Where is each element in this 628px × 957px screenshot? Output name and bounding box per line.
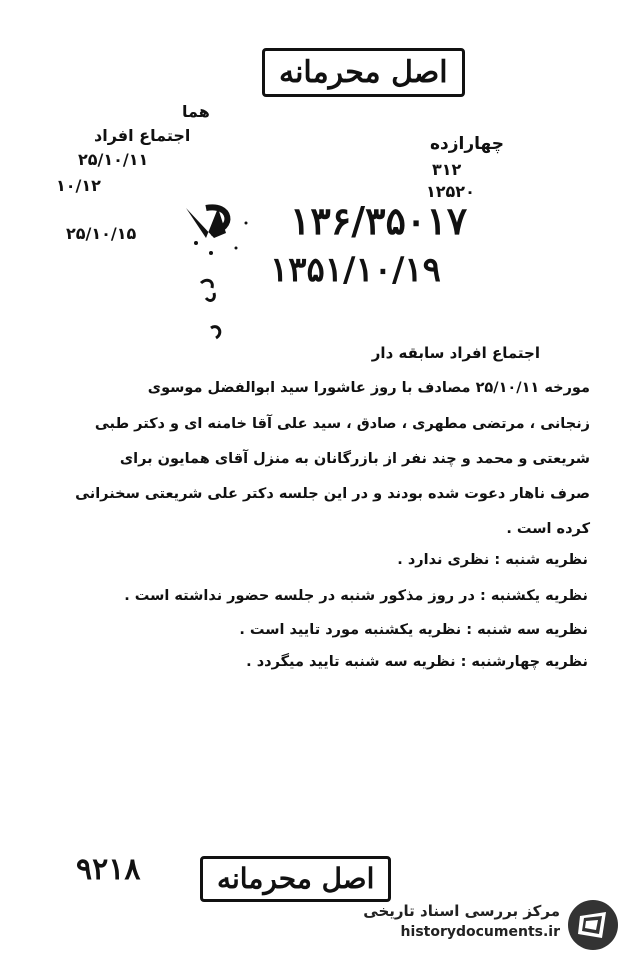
- header-left-number: ۱۰/۱۲: [56, 176, 101, 195]
- watermark-url: historydocuments.ir: [400, 924, 560, 940]
- body-line-1: مورخه ۲۵/۱۰/۱۱ مصادف با روز عاشورا سید ابوالفضل موسوی: [147, 380, 590, 396]
- header-left-line1: هما: [182, 102, 210, 121]
- body-line-3: شریعتی و محمد و چند نفر از بازرگانان به منزل آقای همایون برای: [119, 451, 590, 467]
- header-left-date1: ۲۵/۱۰/۱۱: [78, 150, 149, 169]
- body-line-2: زنجانی ، مرتضی مطهری ، صادق ، سید علی آقا خامنه ای و دکتر طبی: [94, 416, 590, 432]
- bottom-handwritten-number: ۹۲۱۸: [76, 852, 141, 887]
- stamp-text: اصل محرمانه: [279, 55, 448, 90]
- watermark-title: مرکز بررسی اسناد تاریخی: [363, 902, 560, 920]
- header-right-line1: چهارازده: [430, 134, 505, 154]
- body-line-4: صرف ناهار دعوت شده بودند و در این جلسه دکتر علی شریعتی سخنرانی: [75, 486, 590, 502]
- opinion-sunday: نظریه یکشنبه : در روز مذکور شنبه در جلسه حضور نداشته است .: [124, 588, 588, 604]
- header-right-number1: ۳۱۲: [432, 160, 462, 179]
- opinion-tuesday: نظریه سه شنبه : نظریه یکشنبه مورد تایید است .: [239, 622, 588, 638]
- body-line-5: کرده است .: [506, 521, 590, 537]
- signature-mark: [176, 188, 256, 358]
- header-left-date2: ۲۵/۱۰/۱۵: [66, 224, 137, 243]
- subject-line: اجتماع افراد سابقه دار: [371, 344, 540, 362]
- watermark-logo-icon: [566, 898, 620, 952]
- handwritten-date: ۱۳۵۱/۱۰/۱۹: [270, 250, 441, 290]
- header-left-line2: اجتماع افراد: [94, 126, 191, 145]
- opinion-saturday: نظریه شنبه : نظری ندارد .: [397, 552, 588, 568]
- opinion-wednesday: نظریه چهارشنبه : نظریه سه شنبه تایید میگردد .: [246, 654, 588, 670]
- watermark: [340, 896, 626, 954]
- confidential-stamp-top: [262, 48, 465, 97]
- handwritten-number: ۱۳۶/۳۵۰۱۷: [290, 198, 468, 243]
- header-right-number2: ۱۲۵۲۰: [426, 182, 475, 201]
- stamp-text: اصل محرمانه: [217, 862, 375, 895]
